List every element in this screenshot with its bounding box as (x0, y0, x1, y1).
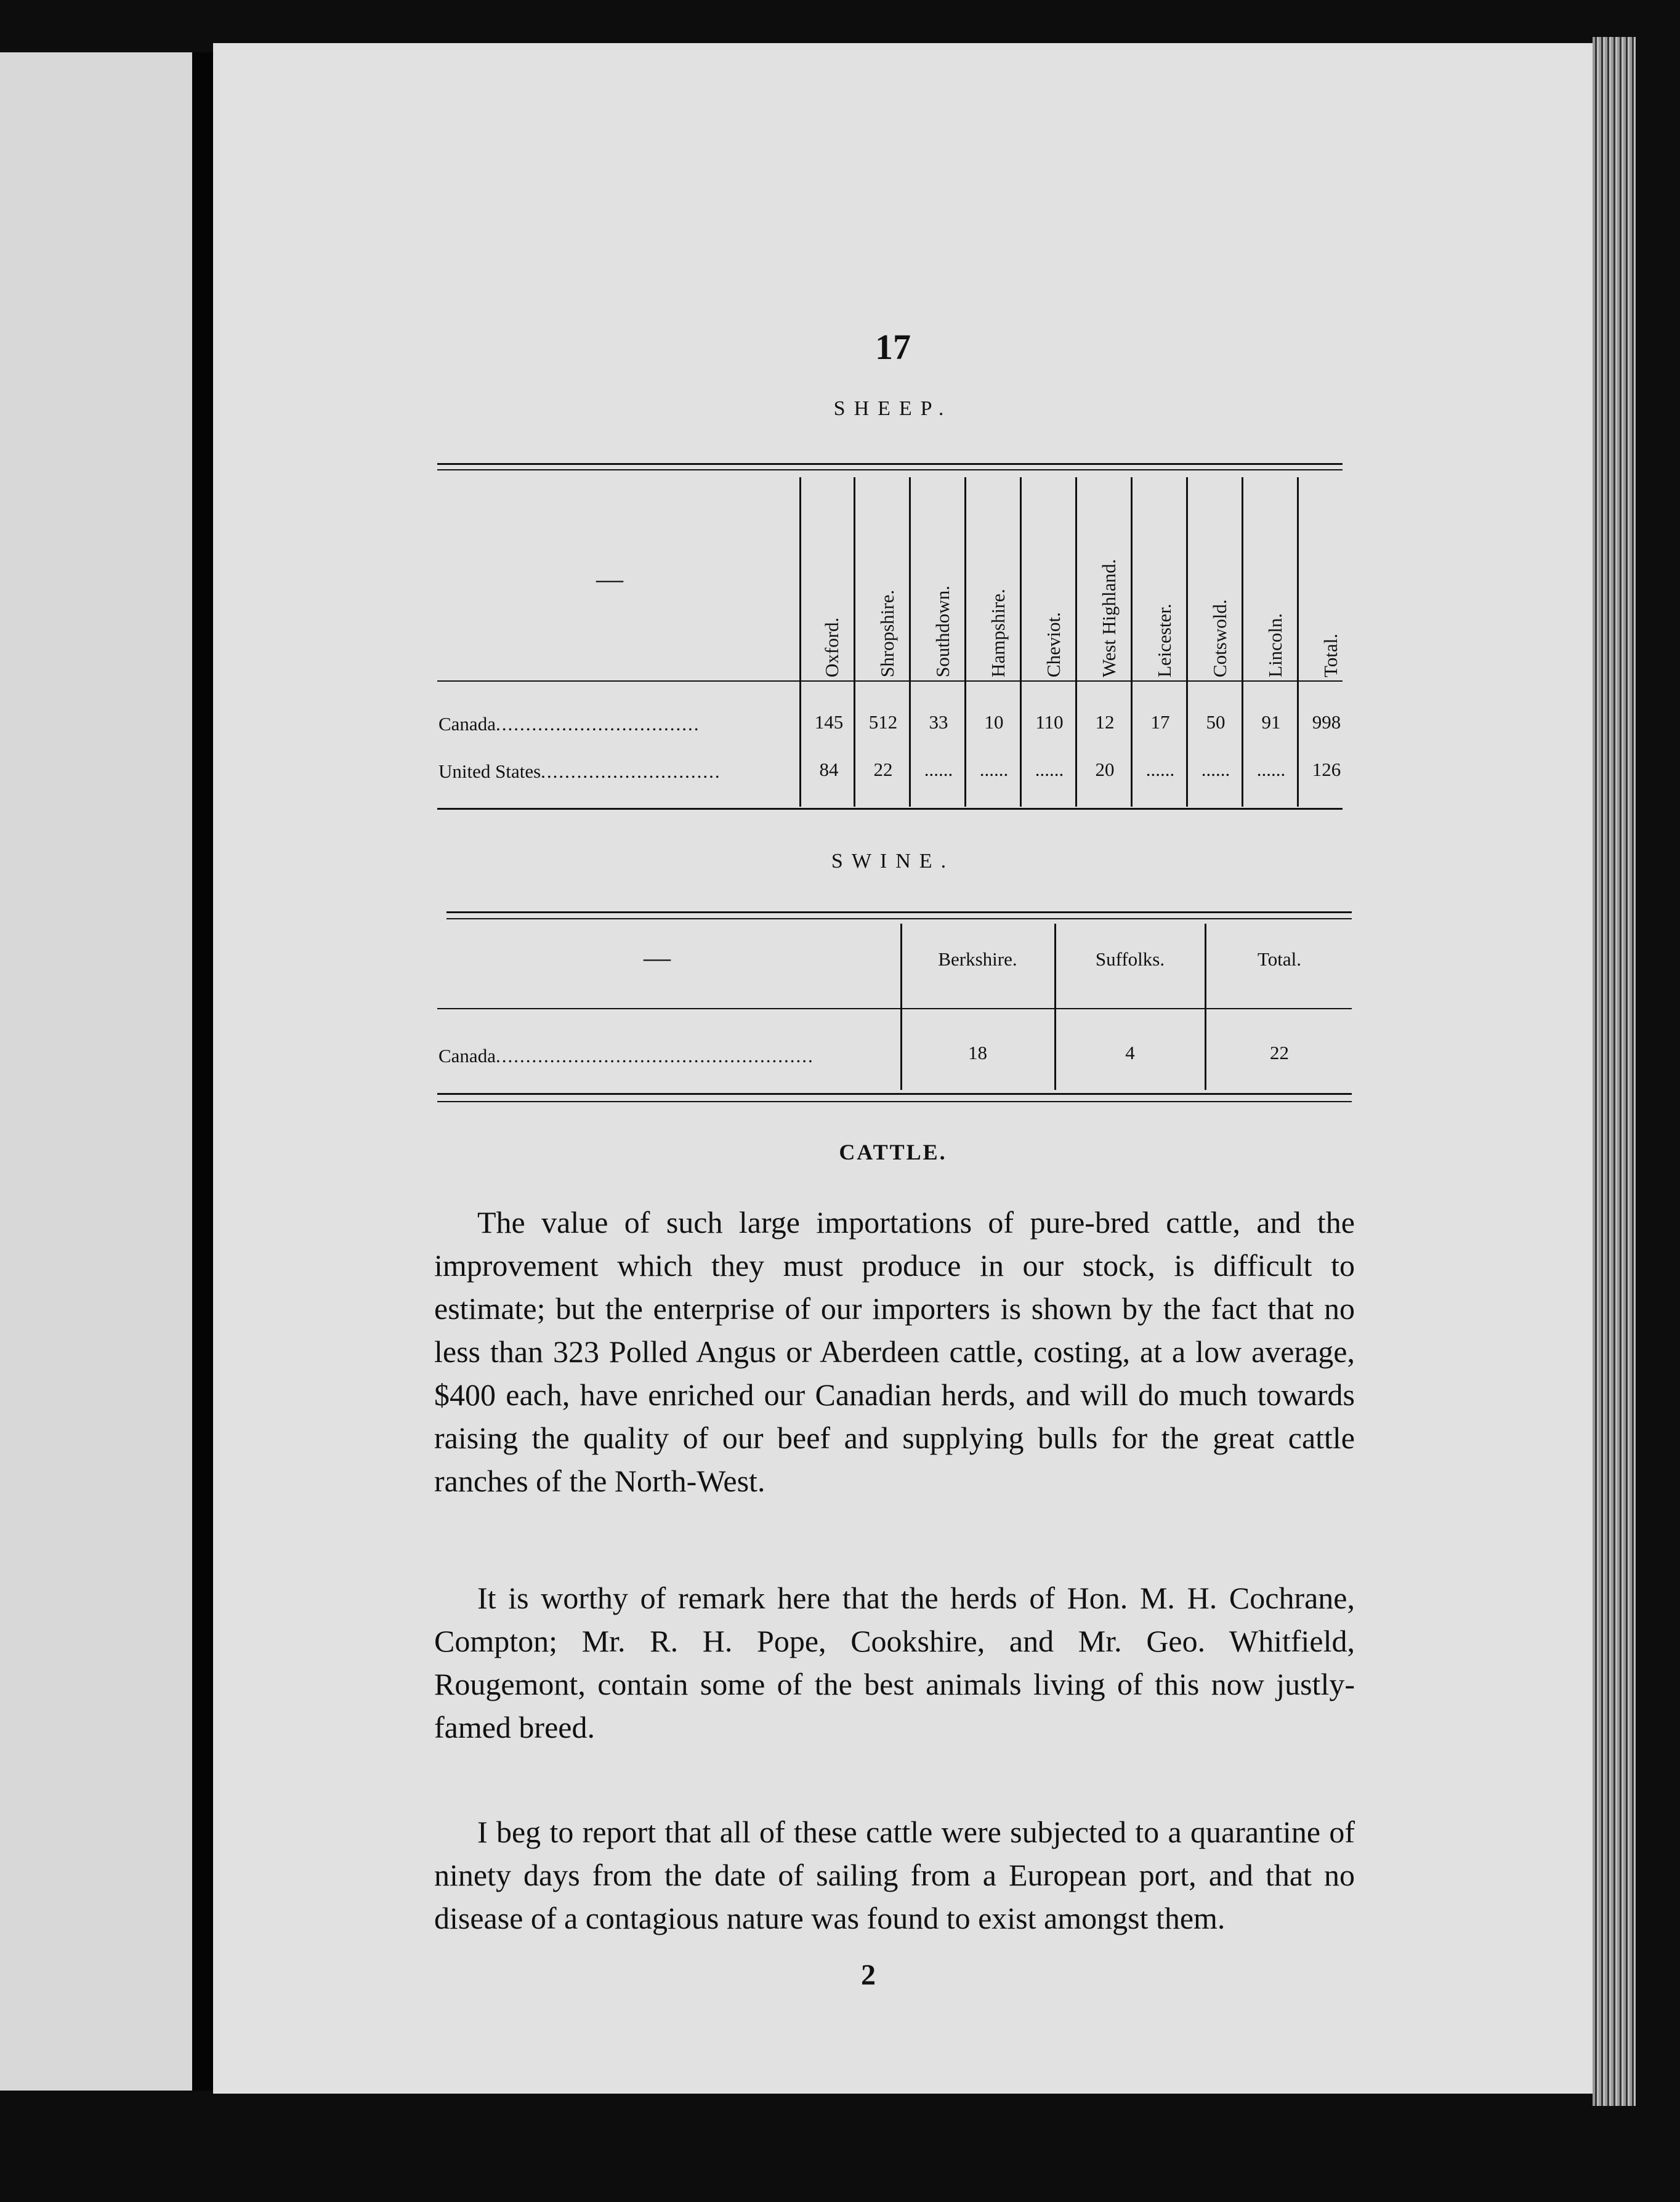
sheep-col-divider (1075, 477, 1077, 807)
sheep-col-divider (854, 477, 855, 807)
page-number: 17 (875, 327, 911, 367)
sheep-col-cotswold: Cotswold. (1209, 599, 1230, 677)
sheep-col-west-highland: West Highland. (1098, 559, 1120, 677)
cattle-paragraph-3: I beg to report that all of these cattle were subjected to a quarantine of ninety days from the date of sailing from a European port, and that no disease of a contagious nature was found to exist amongst them. (434, 1815, 1355, 1935)
table-cell: ...... (1035, 759, 1064, 780)
table-cell: ...... (979, 759, 1009, 780)
table-cell: ...... (924, 759, 953, 780)
sheep-col-divider (964, 477, 966, 807)
table-cell: 33 (929, 711, 948, 733)
cattle-paragraph-2: It is worthy of remark here that the herds of Hon. M. H. Cochrane, Compton; Mr. R. H. Pope, Cookshire, and Mr. Geo. Whitfield, Rougemont, contain some of the best animals living of this now justly-famed breed. (434, 1581, 1355, 1744)
sheep-heading: SHEEP. (833, 397, 953, 420)
sheep-col-total: Total. (1320, 633, 1341, 677)
book-spine (192, 52, 213, 2091)
table-cell: 512 (868, 711, 898, 733)
sheep-col-divider (909, 477, 911, 807)
swine-corner-dash: — (644, 943, 671, 973)
table-cell: 145 (814, 711, 844, 733)
table-cell: ...... (1145, 759, 1175, 780)
table-cell: 20 (1095, 759, 1115, 780)
sheep-col-cheviot: Cheviot. (1043, 612, 1064, 677)
swine-heading: SWINE. (831, 850, 955, 873)
sheep-col-leicester: Leicester. (1153, 603, 1175, 677)
sheep-corner-dash: — (596, 564, 623, 594)
table-cell: 18 (968, 1042, 987, 1063)
sheep-col-hampshire: Hampshire. (987, 589, 1009, 677)
table-cell: 4 (1125, 1042, 1135, 1063)
table-cell: 10 (984, 711, 1004, 733)
table-row-label: Canada..................................................... (438, 1045, 814, 1067)
swine-col-suffolks: Suffolks. (1095, 948, 1165, 970)
swine-col-divider (1205, 924, 1206, 1090)
table-cell: 22 (1270, 1042, 1289, 1063)
table-cell: 22 (873, 759, 893, 780)
table-row-label: Canada.................................. (438, 713, 700, 735)
swine-top-rule-2 (446, 918, 1352, 919)
page-stack-edge (1593, 37, 1636, 2106)
table-cell: 84 (819, 759, 839, 780)
sheep-top-rule (437, 463, 1343, 465)
sheep-col-southdown: Southdown. (932, 586, 953, 677)
sheep-col-divider (1297, 477, 1299, 807)
sheep-top-rule-2 (437, 469, 1343, 470)
swine-header-rule (437, 1008, 1352, 1009)
sheep-col-divider (1186, 477, 1188, 807)
swine-col-total: Total. (1257, 948, 1301, 970)
swine-col-berkshire: Berkshire. (938, 948, 1017, 970)
table-cell: 998 (1312, 711, 1341, 733)
swine-bottom-rule (437, 1093, 1352, 1095)
table-row-label: United States.............................. (438, 760, 721, 782)
table-cell: ...... (1256, 759, 1286, 780)
sheep-col-divider (1020, 477, 1022, 807)
cattle-paragraph-1: The value of such large importations of pure-bred cattle, and the improvement which they must produce in our stock, is difficult to estimate; but the enterprise of our importers is shown by the fact that no less than 323 Polled Angus or Aberdeen cattle, costing, at a low average, $400 each, have enriched our Canadian herds, and will do much towards raising the quality of our beef and supplying bulls for the great cattle ranches of the North-West. (434, 1205, 1355, 1498)
sheep-col-divider (1131, 477, 1133, 807)
table-cell: 126 (1312, 759, 1341, 780)
table-cell: 110 (1035, 711, 1064, 733)
table-cell: ...... (1201, 759, 1230, 780)
sheep-col-lincoln: Lincoln. (1264, 613, 1286, 677)
table-cell: 91 (1261, 711, 1281, 733)
table-cell: 12 (1095, 711, 1115, 733)
table-cell: 17 (1150, 711, 1170, 733)
swine-top-rule (446, 911, 1352, 913)
signature-mark: 2 (861, 1959, 876, 1991)
sheep-col-divider (799, 477, 801, 807)
sheep-bottom-rule (437, 808, 1343, 810)
cattle-heading: CATTLE. (839, 1140, 947, 1164)
sheep-col-shropshire: Shropshire. (876, 589, 898, 677)
sheep-col-divider (1242, 477, 1243, 807)
sheep-header-rule (437, 680, 1343, 682)
table-cell: 50 (1206, 711, 1226, 733)
swine-bottom-rule-2 (437, 1101, 1352, 1102)
facing-page-edge (0, 52, 192, 2091)
sheep-col-oxford: Oxford. (821, 617, 842, 677)
